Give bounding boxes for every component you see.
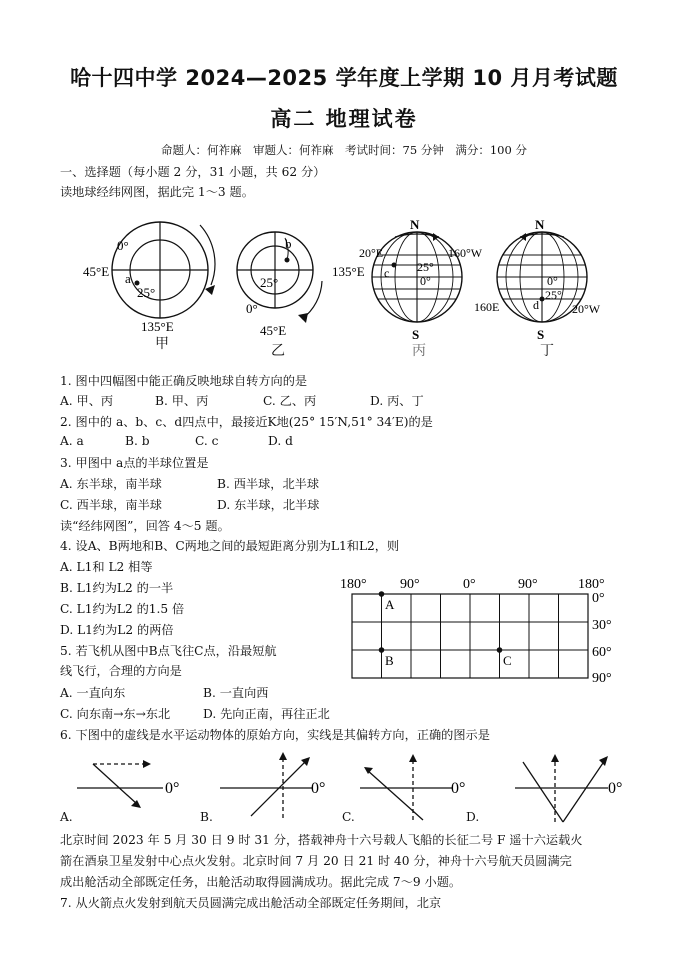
intro-4-5: 读“经纬网图”，回答 4～5 题。 (60, 519, 230, 533)
bing-label-c: c (384, 266, 390, 280)
bing-label-0: 0° (420, 274, 431, 288)
passage-line3: 成出舱活动全部既定任务，出舱活动取得圆满成功。据此完成 7～9 小题。 (60, 875, 462, 889)
grid-point-b: B (385, 653, 394, 668)
yi-label-b: b (285, 236, 292, 251)
figure-yi-label: 乙 (271, 343, 285, 359)
q1-option-b[interactable]: B. 甲、丙 (155, 394, 209, 408)
grid-top-label: 90° (400, 577, 420, 592)
q3-option-a[interactable]: A. 东半球，南半球 (60, 477, 162, 491)
passage-line1: 北京时间 2023 年 5 月 30 日 9 时 31 分，搭载神舟十六号载人飞船的长征二号 F 遥十六运载火 (60, 833, 583, 847)
q3-stem: 3. 甲图中 a点的半球位置是 (60, 456, 209, 470)
q5-stem-line1: 5. 若飞机从图中B点飞往C点，沿最短航 (60, 644, 277, 658)
passage-line2: 箭在酒泉卫星发射中心点火发射。北京时间 7 月 20 日 21 时 40 分，神舟十六号航天员圆满完 (60, 854, 572, 868)
bing-label-20e: 20°E (359, 246, 384, 260)
q5-option-c[interactable]: C. 向东南→东→东北 (60, 707, 171, 721)
q2-option-d[interactable]: D. d (268, 434, 293, 448)
jia-label-135e: 135°E (141, 319, 174, 334)
q4-option-d[interactable]: D. L1约为L2 的两倍 (60, 623, 174, 637)
q7-stem: 7. 从火箭点火发射到航天员圆满完成出舱活动全部既定任务期间，北京 (60, 896, 442, 910)
q4-stem: 4. 设A、B两地和B、C两地之间的最短距离分别为L1和L2，则 (60, 539, 400, 553)
q6-a-zero: 0° (165, 780, 180, 797)
q2-option-a[interactable]: A. a (60, 434, 84, 448)
q5-option-a[interactable]: A. 一直向东 (60, 686, 126, 700)
exam-title: 哈十四中学 2024—2025 学年度上学期 10 月月考试题 (70, 66, 618, 90)
q5-stem-line2: 线飞行，合理的方向是 (60, 664, 182, 678)
exam-subtitle: 高二 地理试卷 (270, 107, 418, 131)
q3-option-d[interactable]: D. 东半球，北半球 (217, 498, 320, 512)
yi-label-0: 0° (246, 301, 258, 316)
section-intro: 读地球经纬网图，据此完 1～3 题。 (60, 185, 254, 199)
q5-option-d[interactable]: D. 先向正南，再往正北 (203, 707, 330, 721)
figure-ding (470, 215, 620, 345)
q6-c-zero: 0° (451, 780, 466, 797)
q6-options-figure (55, 748, 655, 826)
q4-option-a[interactable]: A. L1和 L2 相等 (60, 560, 153, 574)
grid-right-label: 60° (592, 645, 612, 660)
q6-option-b[interactable]: B. (200, 810, 213, 824)
q1-option-d[interactable]: D. 丙、丁 (370, 394, 424, 408)
q4-option-c[interactable]: C. L1约为L2 的1.5 倍 (60, 602, 185, 616)
q1-stem: 1. 图中四幅图中能正确反映地球自转方向的是 (60, 374, 308, 388)
grid-top-label: 180° (340, 577, 367, 592)
q2-stem: 2. 图中的 a、b、c、d四点中，最接近K地(25° 15′N,51° 34′E)的是 (60, 415, 433, 429)
ding-label-s: S (537, 327, 545, 342)
yi-label-135e: 135°E (332, 264, 365, 279)
jia-label-0: 0° (117, 238, 129, 253)
jia-label-25: 25° (137, 285, 156, 300)
q6-option-c[interactable]: C. (342, 810, 355, 824)
q6-b-zero: 0° (311, 780, 326, 797)
latlong-grid-figure (330, 568, 635, 693)
yi-label-45e: 45°E (260, 323, 287, 338)
figure-ding-label: 丁 (540, 343, 554, 359)
ding-label-n: N (535, 217, 545, 232)
section-heading: 一、选择题（每小题 2 分，31 小题，共 62 分） (60, 165, 326, 179)
jia-label-a: a (125, 271, 131, 286)
figure-jia-label: 甲 (155, 336, 169, 352)
q6-d-zero: 0° (608, 780, 623, 797)
q5-option-b[interactable]: B. 一直向西 (203, 686, 269, 700)
grid-top-label: 90° (518, 577, 538, 592)
q3-option-c[interactable]: C. 西半球，南半球 (60, 498, 162, 512)
ding-label-0: 0° (547, 274, 558, 288)
figure-jia (75, 215, 225, 365)
grid-right-label: 90° (592, 671, 612, 686)
q6-stem: 6. 下图中的虚线是水平运动物体的原始方向，实线是其偏转方向，正确的图示是 (60, 728, 490, 742)
grid-right-label: 30° (592, 618, 612, 633)
q4-option-b[interactable]: B. L1约为L2 的一半 (60, 581, 174, 595)
ding-label-d: d (533, 298, 539, 312)
q2-option-b[interactable]: B. b (125, 434, 150, 448)
ding-label-20w: 20°W (572, 302, 601, 316)
q2-option-c[interactable]: C. c (195, 434, 219, 448)
grid-top-label: 180° (578, 577, 605, 592)
grid-point-a: A (385, 597, 395, 612)
q6-option-a[interactable]: A. (60, 810, 73, 824)
ding-label-25: 25° (545, 288, 562, 302)
bing-label-25: 25° (417, 260, 434, 274)
bing-label-n: N (410, 217, 420, 232)
grid-right-label: 0° (592, 591, 605, 606)
q1-option-c[interactable]: C. 乙、丙 (263, 394, 317, 408)
grid-top-label: 0° (463, 577, 476, 592)
bing-label-160w: 160°W (448, 246, 483, 260)
jia-label-45e: 45°E (83, 264, 110, 279)
ding-label-160e: 160E (474, 300, 500, 314)
q6-option-d[interactable]: D. (466, 810, 480, 824)
q1-option-a[interactable]: A. 甲、丙 (60, 394, 114, 408)
exam-meta: 命题人：何祚麻 审题人：何祚麻 考试时间：75 分钟 满分：100 分 (161, 143, 527, 157)
q3-option-b[interactable]: B. 西半球，北半球 (217, 477, 320, 491)
grid-point-c: C (503, 653, 512, 668)
yi-label-25: 25° (260, 275, 279, 290)
figure-bing-label: 丙 (412, 343, 426, 359)
bing-label-s: S (412, 327, 420, 342)
